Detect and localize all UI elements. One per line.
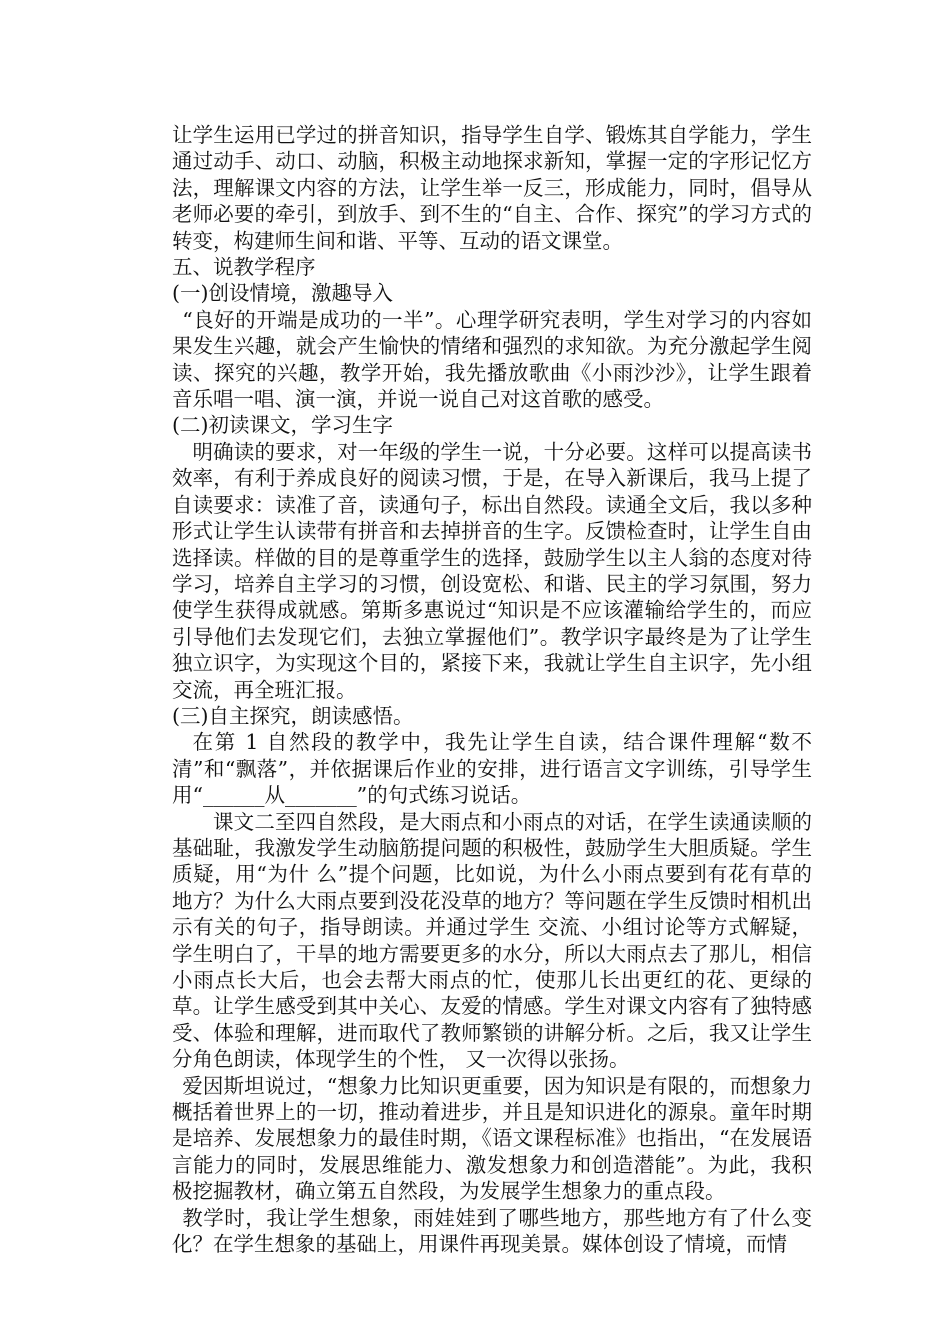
paragraph-method-summary: 让学生运用已学过的拼音知识，指导学生自学、锻炼其自学能力，学生通过动手、动口、动脑，积极主动地探求新知，掌握一定的字形记忆方 法，理解课文内容的方法，让学生举一反三，形成能力，同时，倡导从老师必要的牵引，到放手、到不生的“自主、合作、探究”的学习方式的转变，构建师生间和谐、平等、互动的语文课堂。 (172, 123, 812, 253)
subsection-heading-first-reading: (二)初读课文，学习生字 (172, 413, 393, 438)
document-body (172, 122, 812, 1257)
section-heading-teaching-procedure: 五、说教学程序 (172, 255, 316, 280)
paragraph-intro: “良好的开端是成功的一半”。心理学研究表明，学生对学习的内容如果发生兴趣，就会产生愉快的情绪和强烈的求知欲。为充分激起学生阅读、探究的兴趣，教学开始，我先播放歌曲《小雨沙沙》，让学生跟着音乐唱一唱、演一演，并说一说自己对这首歌的感受。 (172, 307, 812, 412)
paragraph-teaching-imagination: 教学时，我让学生想象，雨娃娃到了哪些地方，那些地方有了什么变化？在学生想象的基础上，用课件再现美景。媒体创设了情境，而情 (172, 1205, 812, 1257)
paragraph-first-reading: 明确读的要求，对一年级的学生一说，十分必要。这样可以提高读书效率，有利于养成良好的阅读习惯，于是，在导入新课后，我马上提了自读要求：读准了音，读通句子，标出自然段。读通全文后，我以多种形式让学生认读带有拼音和去掉拼音的生字。反馈检查时，让学生自由选择读。样做的目的是尊重学生的选择，鼓励学生以主人翁的态度对待学习，培养自主学习的习惯，创设宽松、和谐、民主的学习氛围，努力使学生获得成就感。第斯多惠说过“知识是不应该灌输给学生的，而应引导他们去发现它们，去独立掌握他们”。教学识字最终是为了让学生独立识字，为实现这个目的，紧接下来，我就让学生自主识字，先小组交流，再全班汇报。 (172, 439, 812, 702)
paragraph-dialogue-sections: 课文二至四自然段，是大雨点和小雨点的对话，在学生读通读顺的基础耻，我激发学生动脑筋提问题的积极性，鼓励学生大胆质疑。学生质疑，用“为什 么”提个问题，比如说，为什么小雨点要到有花有草的地方？为什么大雨点要到没花没草的地方？等问题在学生反馈时相机出示有关的句子，指导朗读。并通过学生 交流、小组讨论等方式解疑，学生明白了，干旱的地方需要更多的水分，所以大雨点去了那儿，相信小雨点长大后，也会去帮大雨点的忙，使那儿长出更红的花、更绿的草。让学生感受到其中关心、友爱的情感。学生对课文内容有了独特感受、体验和理解，进而取代了教师繁锁的讲解分析。之后，我又让学生分角色朗读，体现学生的个性， 又一次得以张扬。 (172, 809, 812, 1072)
paragraph-first-section-teaching: 在第 1 自然段的教学中，我先让学生自读，结合课件理解“数不清”和“飘落”，并依据课后作业的安排，进行语言文字训练，引导学生用“______从_______”的句式练习说话。 (172, 730, 812, 808)
subsection-heading-exploration: (三)自主探究，朗读感悟。 (172, 703, 414, 728)
subsection-heading-intro: (一)创设情境，激趣导入 (172, 281, 393, 306)
paragraph-imagination: 爱因斯坦说过，“想象力比知识更重要，因为知识是有限的，而想象力概括着世界上的一切，推动着进步，并且是知识进化的源泉。童年时期是培养、发展想象力的最佳时期，《语文课程标准》也指出，“在发展语言能力的同时，发展思维能力、激发想象力和创造潜能”。为此，我积极挖掘教材，确立第五自然段，为发展学生想象力的重点段。 (172, 1073, 812, 1204)
